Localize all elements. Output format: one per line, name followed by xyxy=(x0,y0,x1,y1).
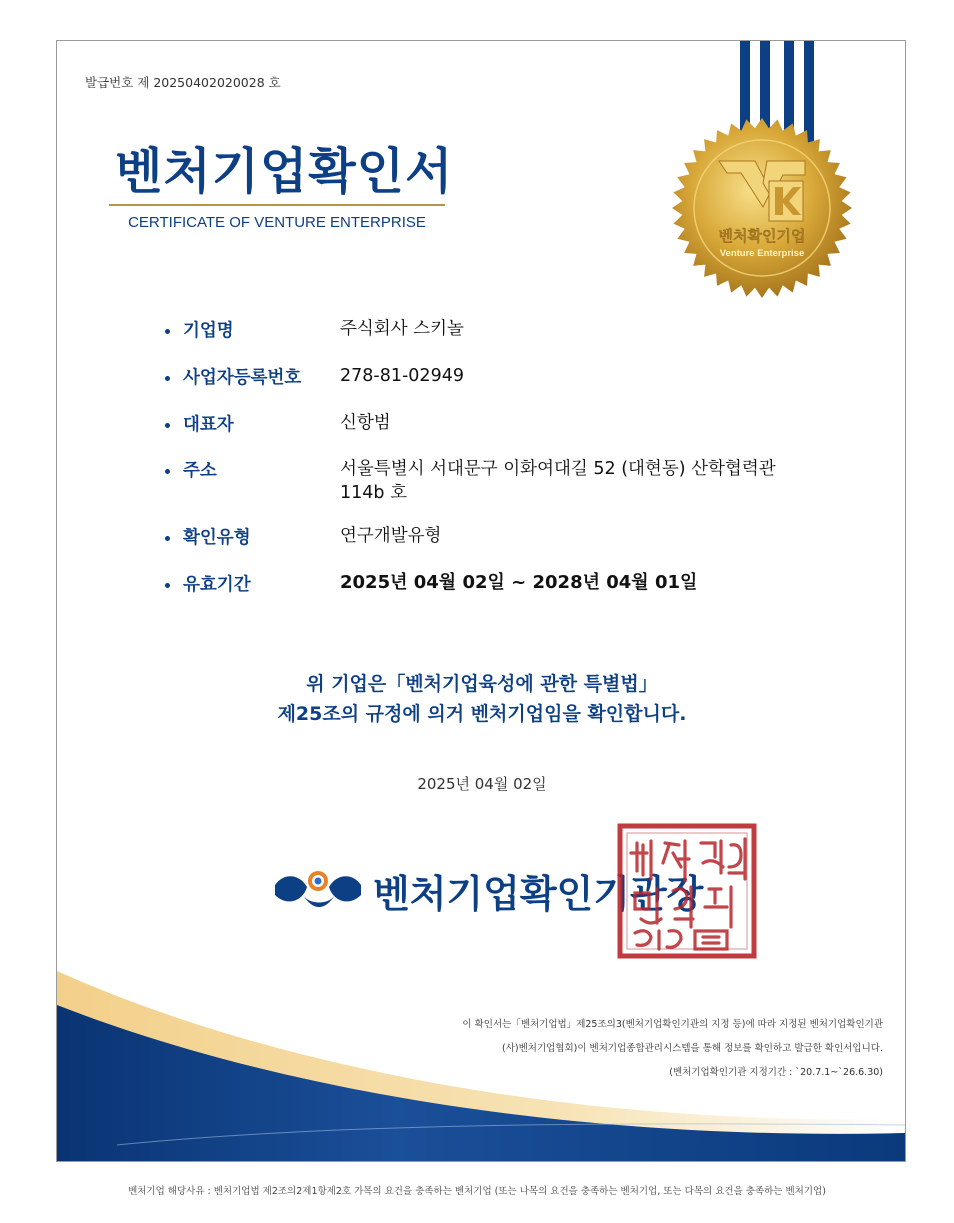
type-value: 연구개발유형 xyxy=(340,526,442,546)
title-english: CERTIFICATE OF VENTURE ENTERPRISE xyxy=(128,214,426,231)
biz-no-label: 사업자등록번호 xyxy=(183,368,302,388)
bullet-icon xyxy=(165,376,170,381)
address-line-2: 114b 호 xyxy=(340,483,407,503)
issue-date: 2025년 04월 02일 xyxy=(417,775,547,793)
bullet-icon xyxy=(165,329,170,334)
title-divider xyxy=(109,204,445,206)
bullet-icon xyxy=(165,423,170,428)
period-value: 2025년 04월 02일 ~ 2028년 04월 01일 xyxy=(340,572,698,593)
bullet-icon xyxy=(165,536,170,541)
medal-text-korean: 벤처확인기업 xyxy=(718,227,806,245)
fine-print-line-3: (벤처기업확인기관 지정기간 : `20.7.1~`26.6.30) xyxy=(669,1067,883,1078)
fine-print-line-2: (사)벤처기업협회)이 벤처기업종합관리시스템을 통해 정보를 확인하고 발급한 확인서입니다. xyxy=(502,1043,883,1054)
footer-note: 벤처기업 해당사유 : 벤처기업법 제2조의2제1항제2호 가목의 요건을 충족하는 벤처기업 (또는 나목의 요건을 충족하는 벤처기업, 또는 다목의 요건을 충족하는 벤처기업) xyxy=(128,1186,826,1197)
company-label: 기업명 xyxy=(183,321,234,341)
statement-line-1: 위 기업은「벤처기업육성에 관한 특별법」 xyxy=(306,673,658,695)
fine-print xyxy=(462,1013,883,1085)
bullet-icon xyxy=(165,583,170,588)
company-value: 주식회사 스키놀 xyxy=(340,319,464,339)
address-value xyxy=(340,457,776,505)
issuer-name: 벤처기업확인기관장 xyxy=(373,872,704,916)
title-korean: 벤처기업확인서 xyxy=(115,143,454,200)
address-label: 주소 xyxy=(183,461,217,481)
address-line-1: 서울특별시 서대문구 이화여대길 52 (대현동) 산학협력관 xyxy=(340,459,776,479)
fine-print-line-1: 이 확인서는「벤처기업법」제25조의3(벤처기업확인기관의 지정 등)에 따라 지정된 벤처기업확인기관 xyxy=(462,1019,883,1030)
medal-text-english: Venture Enterprise xyxy=(719,248,805,259)
period-label: 유효기간 xyxy=(183,575,251,595)
bullet-icon xyxy=(165,469,170,474)
biz-no-value: 278-81-02949 xyxy=(340,366,464,386)
official-seal-icon xyxy=(617,823,757,959)
type-label: 확인유형 xyxy=(183,528,251,548)
ceo-value: 신항범 xyxy=(340,413,391,433)
issuer-logo-icon xyxy=(273,865,363,915)
issue-number: 발급번호 제 20250402020028 호 xyxy=(85,75,281,90)
venture-medal-icon xyxy=(671,117,853,299)
statement-line-2: 제25조의 규정에 의거 벤처기업임을 확인합니다. xyxy=(277,703,687,725)
ceo-label: 대표자 xyxy=(183,415,234,435)
certificate-page xyxy=(56,40,906,1162)
certification-statement xyxy=(57,669,906,729)
